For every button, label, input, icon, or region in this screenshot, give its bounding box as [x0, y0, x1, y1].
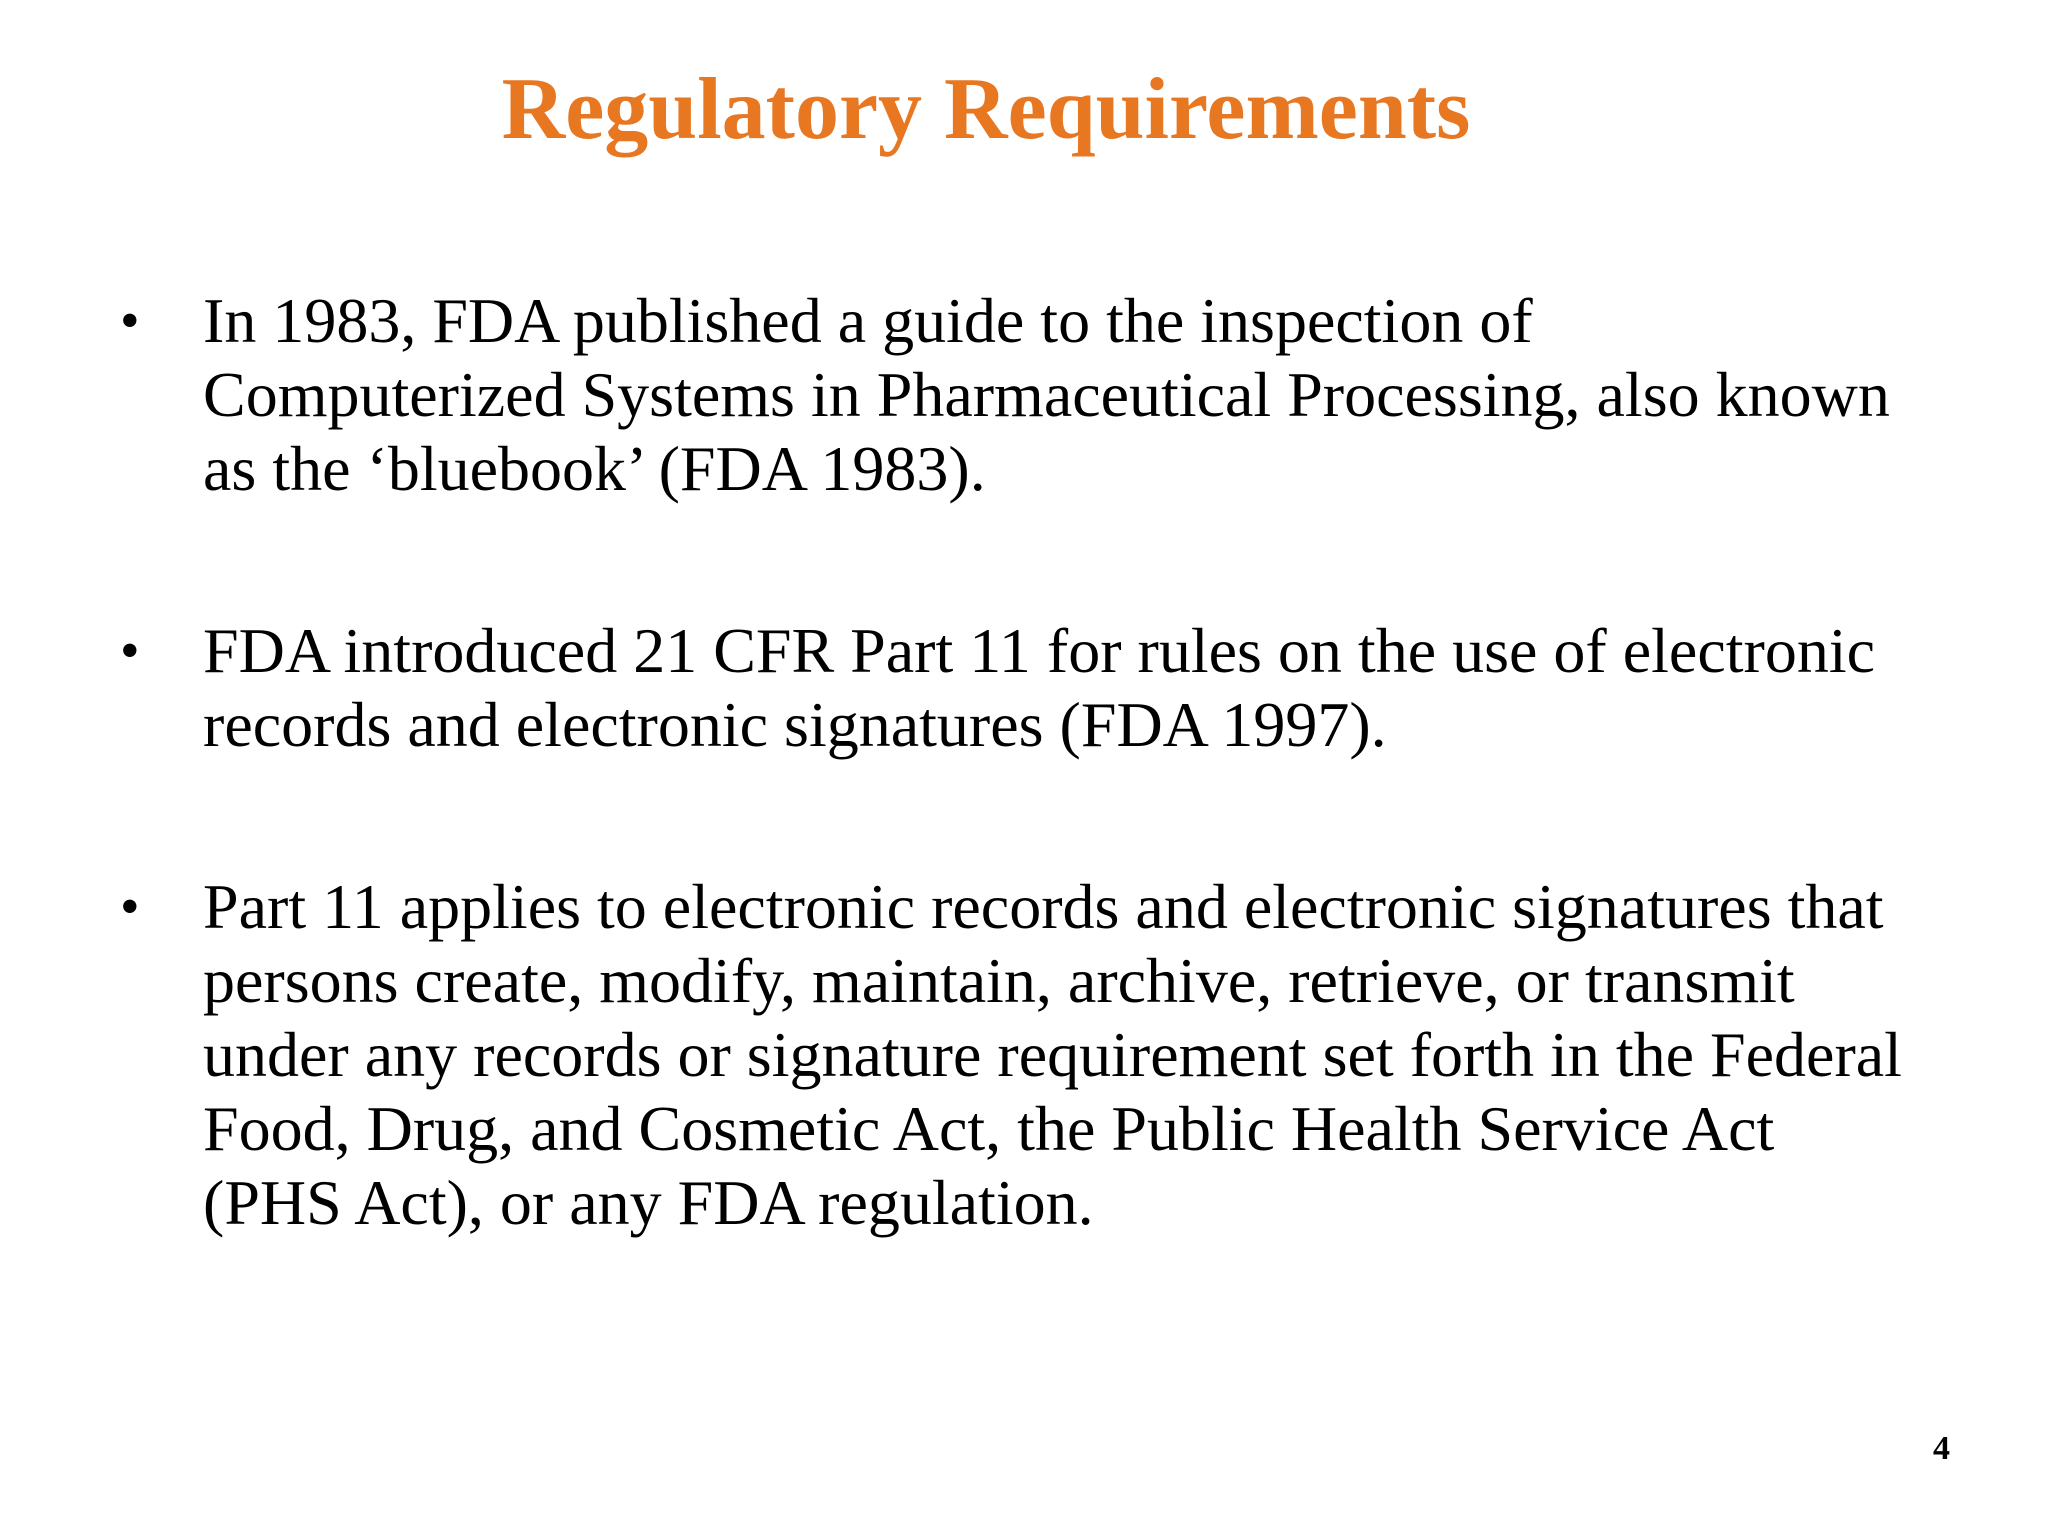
bullet-item-1 — [0, 284, 1903, 506]
bullet-text-2: FDA introduced 21 CFR Part 11 for rules on the use of electronic records and electronic signatures (FDA 1997). — [203, 615, 1875, 760]
bullet-text-3: Part 11 applies to electronic records and electronic signatures that persons create, modify, maintain, archive, retrieve, or transmit under any records or signature requirement set forth in the Federal Food, Drug, and Cosmetic Act, the Public Health Service Act (PHS Act), or any FDA regulation. — [203, 871, 1902, 1238]
bullet-icon: • — [120, 876, 140, 938]
bullet-item-3 — [0, 870, 1903, 1240]
page-number: 4 — [1933, 1430, 1950, 1467]
bullet-icon: • — [120, 290, 140, 352]
slide-title: Regulatory Requirements — [501, 61, 1471, 158]
bullet-item-2 — [0, 614, 1903, 762]
bullet-icon: • — [120, 620, 140, 682]
bullet-list — [0, 284, 2048, 1240]
bullet-text-1: In 1983, FDA published a guide to the inspection of Computerized Systems in Pharmaceutical Processing, also known as the ‘bluebook’ (FDA 1983). — [203, 285, 1890, 504]
